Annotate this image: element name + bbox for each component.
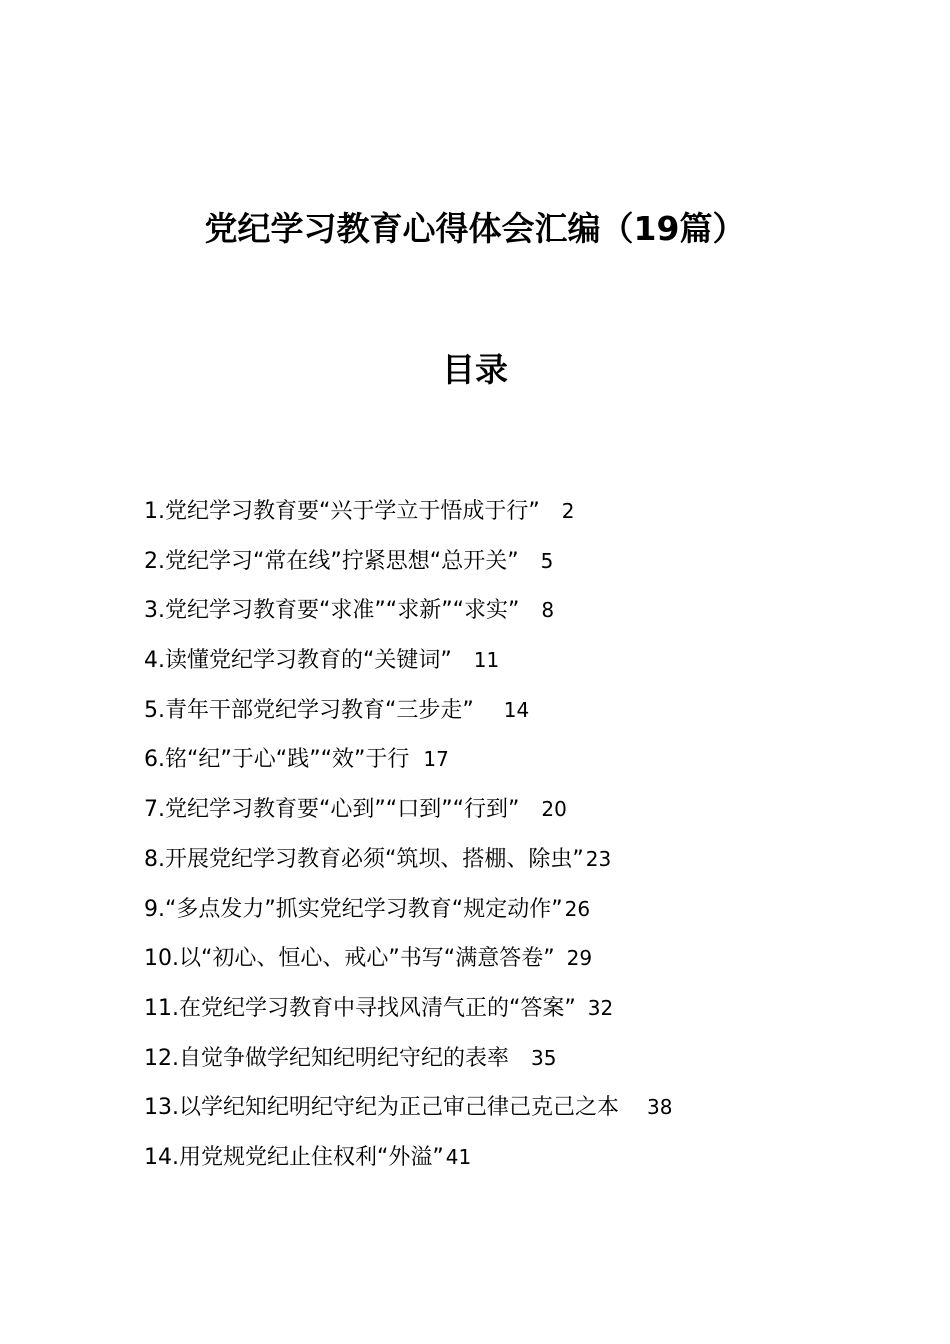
toc-item-number: 12. [144, 1045, 179, 1071]
table-of-contents [144, 489, 864, 1185]
document-title: 党纪学习教育心得体会汇编（19篇） [204, 209, 746, 248]
toc-item-title: 党纪学习教育要“兴于学立于悟成于行” [165, 499, 540, 524]
toc-item-page: 2 [561, 499, 575, 523]
toc-item-number: 7. [144, 797, 165, 823]
toc-item [144, 638, 864, 688]
toc-item-title: 青年干部党纪学习教育“三步走” [165, 697, 474, 723]
toc-item [144, 837, 864, 887]
toc-item-title: 在党纪学习教育中寻找风清气正的“答案” [179, 995, 576, 1021]
toc-item-page: 29 [566, 946, 593, 971]
toc-item-page: 17 [423, 747, 449, 772]
toc-item-page: 11 [473, 648, 500, 673]
toc-item-title: 铭“纪”于心“践”“效”于行 [165, 747, 410, 773]
toc-item-page: 38 [647, 1095, 673, 1120]
toc-item-number: 6. [144, 747, 165, 773]
toc-item [144, 1135, 864, 1185]
toc-item-page: 35 [531, 1045, 557, 1070]
toc-item-number: 8. [144, 846, 165, 872]
toc-item [144, 539, 864, 589]
toc-item-title: 以学纪知纪明纪守纪为正己审己律己克己之本 [179, 1095, 620, 1121]
toc-item-page: 8 [541, 598, 555, 623]
toc-item-number: 11. [144, 995, 179, 1021]
toc-item-number: 10. [144, 946, 179, 972]
toc-item-number: 5. [144, 697, 165, 723]
toc-item-page: 26 [564, 896, 591, 921]
toc-heading: 目录 [442, 350, 508, 389]
toc-item [144, 1085, 864, 1135]
toc-item [144, 1036, 864, 1086]
toc-item [144, 489, 864, 539]
toc-item-page: 14 [503, 697, 530, 722]
toc-item-title: 党纪学习“常在线”拧紧思想“总开关” [165, 548, 519, 574]
toc-item-page: 5 [540, 548, 554, 573]
toc-item-title: 开展党纪学习教育必须“筑坝、搭棚、除虫” [165, 846, 584, 872]
toc-item-title: 党纪学习教育要“求准”“求新”“求实” [165, 598, 520, 624]
toc-item-number: 14. [144, 1144, 179, 1170]
toc-item-number: 2. [144, 548, 165, 574]
toc-item-title: “多点发力”抓实党纪学习教育“规定动作” [165, 896, 563, 922]
toc-item-title: 以“初心、恒心、戒心”书写“满意答卷” [179, 946, 555, 972]
toc-item-title: 自觉争做学纪知纪明纪守纪的表率 [179, 1045, 510, 1071]
toc-item [144, 887, 864, 937]
toc-item-number: 13. [144, 1095, 179, 1121]
toc-item [144, 787, 864, 837]
toc-item-page: 41 [445, 1144, 472, 1169]
toc-item [144, 986, 864, 1036]
toc-item [144, 737, 864, 787]
toc-item-number: 9. [144, 896, 165, 922]
toc-item-number: 4. [144, 648, 165, 674]
toc-item-number: 3. [144, 598, 165, 624]
toc-item-title: 读懂党纪学习教育的“关键词” [165, 648, 452, 674]
toc-item-title: 党纪学习教育要“心到”“口到”“行到” [165, 797, 520, 823]
toc-item-page: 32 [587, 995, 614, 1020]
toc-item-title: 用党规党纪止住权利“外溢” [179, 1144, 444, 1170]
toc-item-number: 1. [144, 499, 165, 524]
toc-item [144, 688, 864, 738]
toc-item-page: 20 [541, 797, 567, 822]
toc-item-page: 23 [585, 846, 612, 871]
toc-item [144, 588, 864, 638]
toc-item [144, 936, 864, 986]
